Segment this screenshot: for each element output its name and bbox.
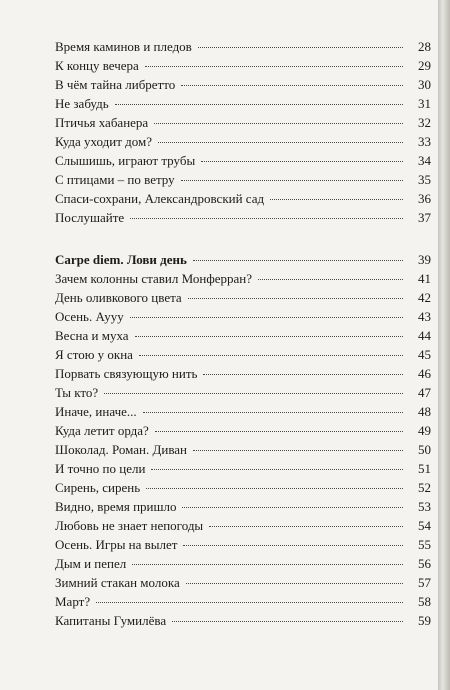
dot-leader xyxy=(181,180,403,181)
dot-leader xyxy=(198,47,403,48)
table-of-contents xyxy=(55,37,431,630)
entry-title: Порвать связующую нить xyxy=(55,366,198,381)
entry-page-number: 31 xyxy=(418,96,431,111)
toc-entry xyxy=(55,573,431,592)
toc-entry xyxy=(55,497,431,516)
entry-title: Любовь не знает непогоды xyxy=(55,518,204,533)
dot-leader xyxy=(96,602,403,603)
toc-group-1 xyxy=(55,37,431,227)
entry-title: Птичья хабанера xyxy=(55,115,149,130)
entry-page-number: 42 xyxy=(418,290,431,305)
entry-title: Куда летит орда? xyxy=(55,423,149,438)
entry-page-number: 57 xyxy=(418,575,431,590)
dot-leader xyxy=(186,583,403,584)
toc-entry xyxy=(55,56,431,75)
toc-group-2 xyxy=(55,269,431,630)
entry-page-number: 52 xyxy=(418,480,431,495)
entry-page-number: 59 xyxy=(418,613,431,628)
dot-leader xyxy=(181,85,403,86)
toc-section-heading xyxy=(55,250,431,269)
entry-title: К концу вечера xyxy=(55,58,139,73)
dot-leader xyxy=(183,545,403,546)
entry-title: Зимний стакан молока xyxy=(55,575,180,590)
group-spacer xyxy=(55,227,431,250)
entry-page-number: 36 xyxy=(418,191,431,206)
dot-leader xyxy=(143,412,403,413)
dot-leader xyxy=(193,450,403,451)
entry-page-number: 34 xyxy=(418,153,431,168)
entry-page-number: 32 xyxy=(418,115,431,130)
toc-entry xyxy=(55,364,431,383)
dot-leader xyxy=(155,431,403,432)
entry-page-number: 37 xyxy=(418,210,431,225)
dot-leader xyxy=(270,199,403,200)
section-title: Carpe diem. Лови день xyxy=(55,252,187,267)
toc-entry xyxy=(55,326,431,345)
entry-page-number: 58 xyxy=(418,594,431,609)
entry-page-number: 30 xyxy=(418,77,431,92)
entry-title: Сирень, сирень xyxy=(55,480,141,495)
toc-entry xyxy=(55,383,431,402)
toc-entry xyxy=(55,421,431,440)
entry-page-number: 45 xyxy=(418,347,431,362)
dot-leader xyxy=(258,279,403,280)
entry-title: Шоколад. Роман. Диван xyxy=(55,442,188,457)
section-page-number: 39 xyxy=(418,252,431,267)
entry-title: Время каминов и пледов xyxy=(55,39,192,54)
toc-entry xyxy=(55,189,431,208)
entry-title: Видно, время пришло xyxy=(55,499,177,514)
entry-title: Куда уходит дом? xyxy=(55,134,153,149)
toc-entry xyxy=(55,208,431,227)
entry-page-number: 47 xyxy=(418,385,431,400)
entry-title: Дым и пепел xyxy=(55,556,127,571)
dot-leader xyxy=(115,104,403,105)
entry-title: И точно по цели xyxy=(55,461,146,476)
dot-leader xyxy=(135,336,403,337)
entry-title: Осень. Аууу xyxy=(55,309,124,324)
dot-leader xyxy=(130,218,403,219)
dot-leader xyxy=(209,526,403,527)
toc-entry xyxy=(55,459,431,478)
toc-entry xyxy=(55,269,431,288)
toc-entry xyxy=(55,535,431,554)
entry-page-number: 46 xyxy=(418,366,431,381)
dot-leader xyxy=(182,507,403,508)
dot-leader xyxy=(132,564,403,565)
dot-leader xyxy=(139,355,403,356)
dot-leader xyxy=(104,393,403,394)
entry-title: Осень. Игры на вылет xyxy=(55,537,178,552)
entry-page-number: 33 xyxy=(418,134,431,149)
entry-title: Весна и муха xyxy=(55,328,129,343)
toc-entry xyxy=(55,170,431,189)
entry-page-number: 49 xyxy=(418,423,431,438)
toc-entry xyxy=(55,37,431,56)
toc-entry xyxy=(55,611,431,630)
entry-title: Слышишь, играют трубы xyxy=(55,153,196,168)
dot-leader xyxy=(193,260,403,261)
entry-page-number: 50 xyxy=(418,442,431,457)
dot-leader xyxy=(154,123,403,124)
dot-leader xyxy=(151,469,403,470)
toc-entry xyxy=(55,516,431,535)
entry-title: Спаси-сохрани, Александровский сад xyxy=(55,191,265,206)
entry-title: День оливкового цвета xyxy=(55,290,182,305)
toc-entry xyxy=(55,75,431,94)
dot-leader xyxy=(203,374,403,375)
toc-entry xyxy=(55,307,431,326)
dot-leader xyxy=(172,621,403,622)
dot-leader xyxy=(188,298,403,299)
entry-page-number: 41 xyxy=(418,271,431,286)
toc-entry xyxy=(55,345,431,364)
toc-entry xyxy=(55,132,431,151)
entry-page-number: 28 xyxy=(418,39,431,54)
toc-entry xyxy=(55,440,431,459)
entry-page-number: 51 xyxy=(418,461,431,476)
page-edge xyxy=(438,0,450,690)
dot-leader xyxy=(201,161,403,162)
toc-entry xyxy=(55,554,431,573)
dot-leader xyxy=(158,142,403,143)
entry-page-number: 54 xyxy=(418,518,431,533)
entry-title: Зачем колонны ставил Монферран? xyxy=(55,271,253,286)
dot-leader xyxy=(130,317,403,318)
entry-title: Послушайте xyxy=(55,210,125,225)
entry-page-number: 35 xyxy=(418,172,431,187)
entry-title: Капитаны Гумилёва xyxy=(55,613,167,628)
toc-entry xyxy=(55,402,431,421)
entry-page-number: 44 xyxy=(418,328,431,343)
entry-page-number: 43 xyxy=(418,309,431,324)
entry-title: В чём тайна либретто xyxy=(55,77,176,92)
entry-page-number: 29 xyxy=(418,58,431,73)
entry-page-number: 56 xyxy=(418,556,431,571)
toc-entry xyxy=(55,592,431,611)
dot-leader xyxy=(146,488,403,489)
toc-entry xyxy=(55,478,431,497)
entry-title: Не забудь xyxy=(55,96,109,111)
dot-leader xyxy=(145,66,403,67)
entry-title: Март? xyxy=(55,594,91,609)
entry-page-number: 53 xyxy=(418,499,431,514)
entry-page-number: 55 xyxy=(418,537,431,552)
toc-entry xyxy=(55,94,431,113)
entry-page-number: 48 xyxy=(418,404,431,419)
entry-title: Я стою у окна xyxy=(55,347,133,362)
toc-entry xyxy=(55,151,431,170)
entry-title: С птицами – по ветру xyxy=(55,172,175,187)
entry-title: Ты кто? xyxy=(55,385,99,400)
toc-entry xyxy=(55,288,431,307)
toc-entry xyxy=(55,113,431,132)
entry-title: Иначе, иначе... xyxy=(55,404,137,419)
